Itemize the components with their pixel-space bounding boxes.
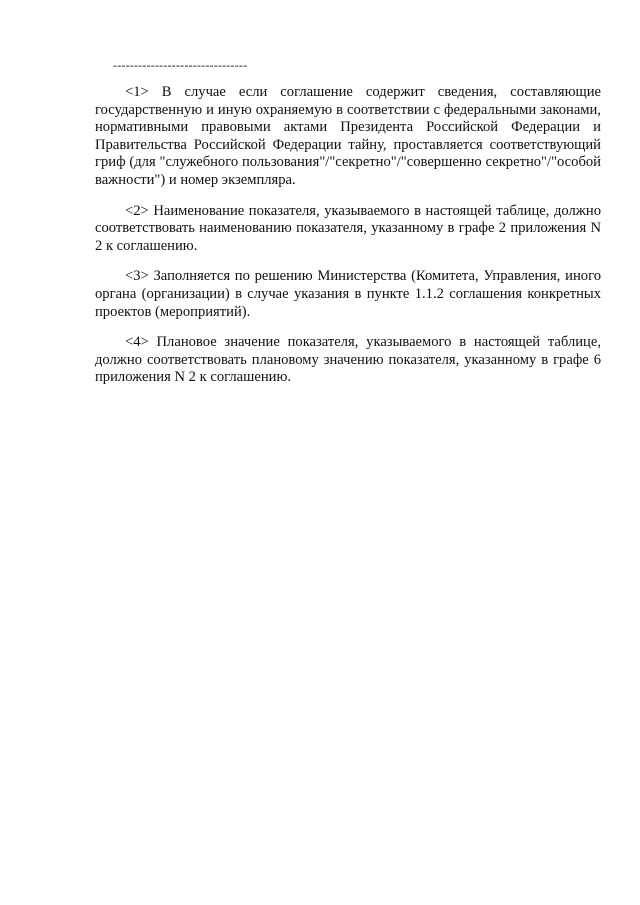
footnote-4: <4> Плановое значение показателя, указываемого в настоящей таблице, должно соответствовать плановому значению показателя, указанному в графе 6 приложения N 2 к соглашению. [95,334,601,386]
footnotes-list [95,84,601,400]
footnote-separator: -------------------------------- [113,58,248,72]
footnote-2: <2> Наименование показателя, указываемого в настоящей таблице, должно соответствовать наименованию показателя, указанному в графе 2 приложения N 2 к соглашению. [95,202,601,254]
footnote-1: <1> В случае если соглашение содержит сведения, составляющие государственную и иную охраняемую в соответствии с федеральными законами, нормативными правовыми актами Президента Российской Федерации и Правительства Российской Федерации тайну, проставляется соответствующий гриф (для "служебного пользования"/"секретно"/"совершенно секретно"/"особой важности") и номер экземпляра. [95,84,601,188]
footnote-3: <3> Заполняется по решению Министерства (Комитета, Управления, иного органа (организации) в случае указания в пункте 1.1.2 соглашения конкретных проектов (мероприятий). [95,268,601,320]
